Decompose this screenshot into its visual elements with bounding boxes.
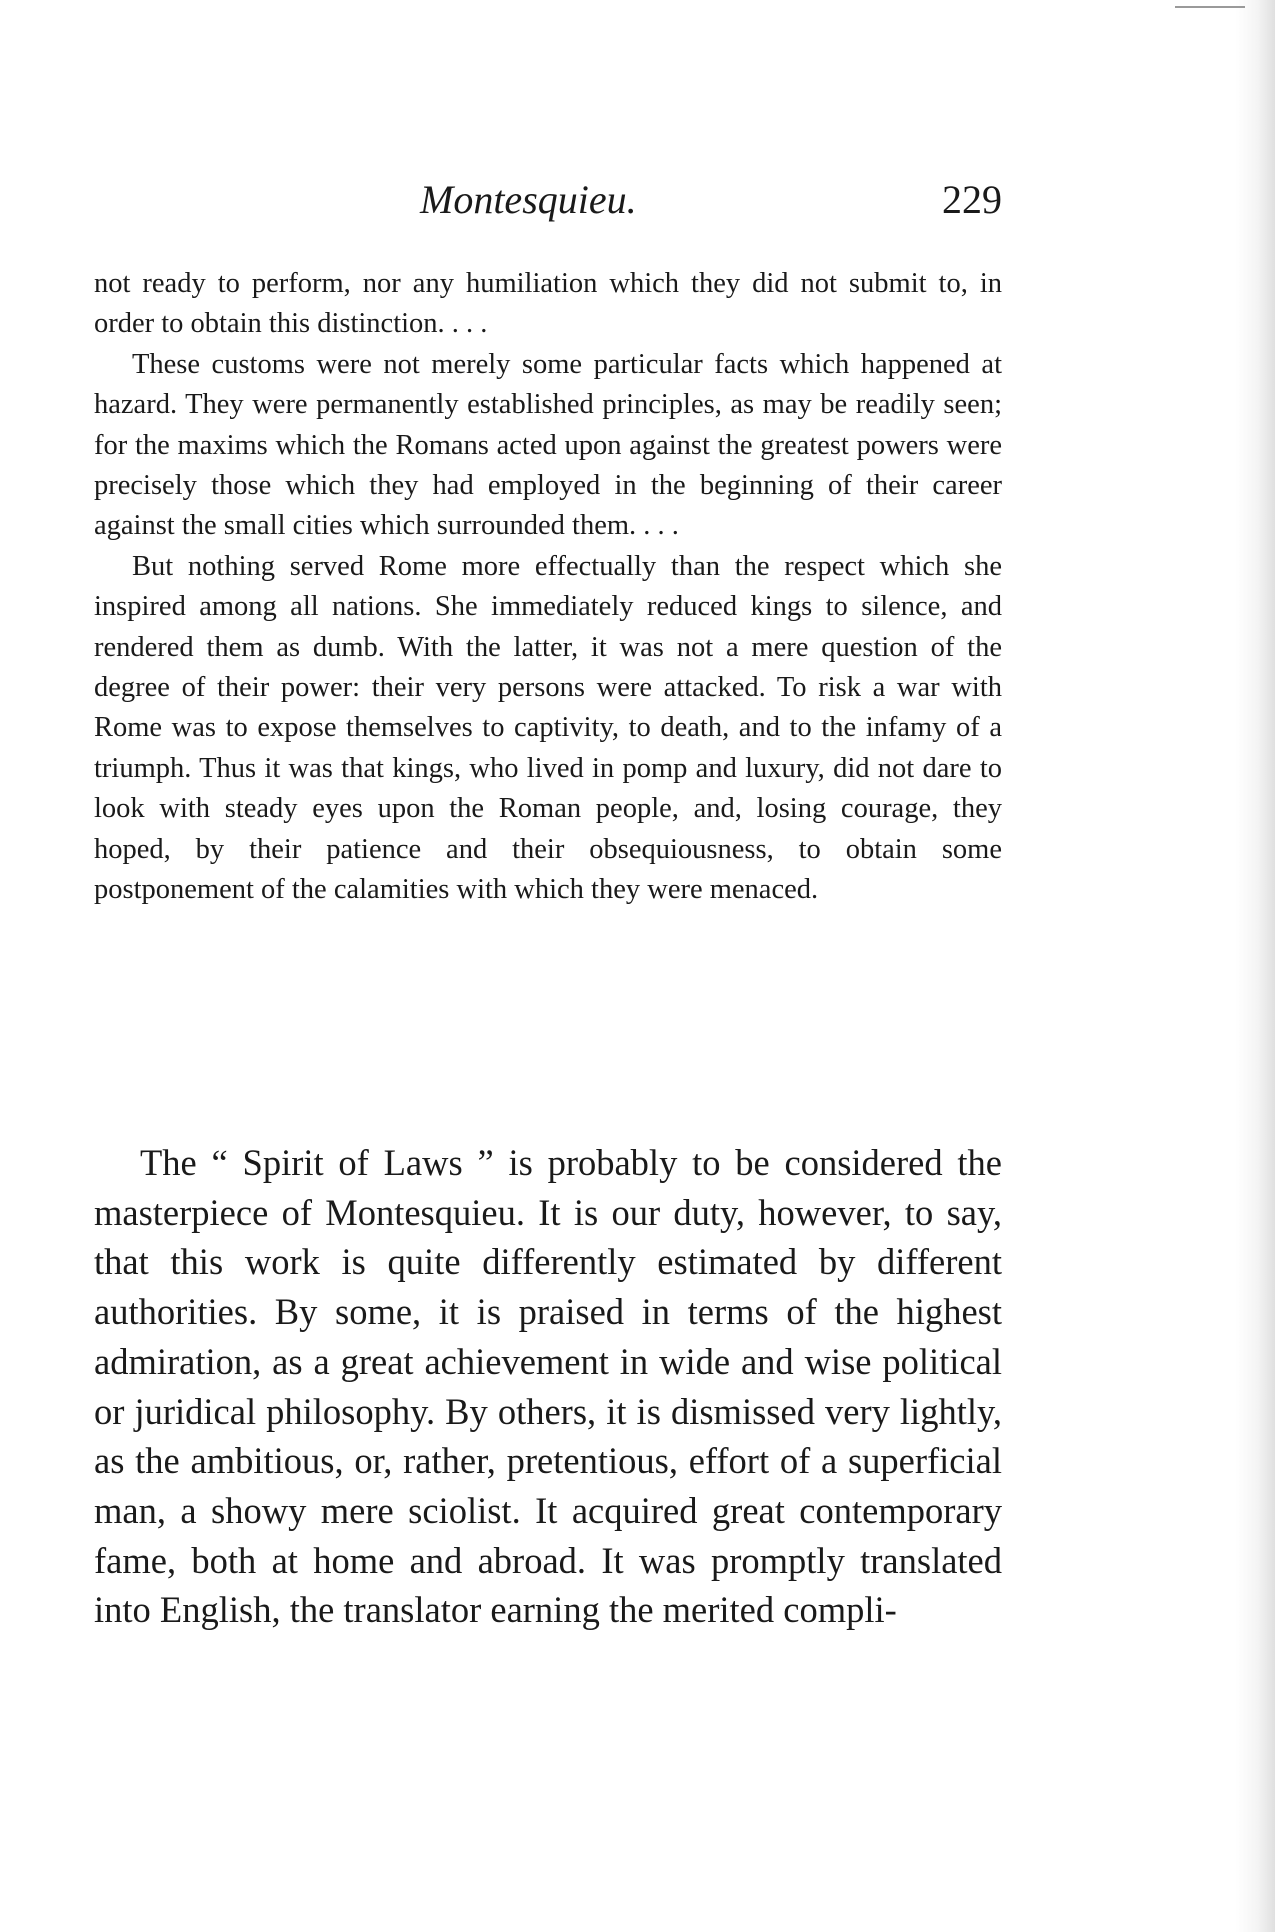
page-number: 229 <box>942 177 1002 222</box>
page-edge-shadow <box>1235 0 1275 1932</box>
running-title: Montesquieu. <box>420 177 637 222</box>
quote-paragraph-1: not ready to perform, nor any humiliation which they did not submit to, in order to obtain this distinction. . . . <box>94 268 1002 340</box>
quote-paragraph-3: But nothing served Rome more effectually than the respect which she inspired among all nations. She immediately reduced kings to silence, and rendered them as dumb. With the latter, it was not a mere question of the degree of their power: their very persons were attacked. To risk a war with Rome was to expose themselves to captivity, to death, and to the infamy of a triumph. Thus it was that kings, who lived in pomp and luxury, did not dare to look with steady eyes upon the Roman people, and, losing courage, they hoped, by their patience and their obsequiousness, to obtain some postponement of the calamities with which they were menaced. <box>94 550 1002 906</box>
quoted-excerpt <box>94 264 1002 911</box>
page-header <box>94 175 1002 225</box>
body-paragraph: The “ Spirit of Laws ” is probably to be considered the masterpiece of Montesquieu. It is our duty, however, to say, that this work is quite differently estimated by different authorities. By some, it is praised in terms of the highest admiration, as a great achievement in wide and wise political or juridical philosophy. By others, it is dismissed very lightly, as the ambitious, or, rather, pretentious, effort of a superficial man, a showy mere sciolist. It acquired great contemporary fame, both at home and abroad. It was promptly translated into English, the translator earning the merited compli- <box>94 1142 1002 1631</box>
main-text <box>94 1138 1002 1635</box>
quote-paragraph-2: These customs were not merely some particular facts which happened at hazard. They were permanently established principles, as may be readily seen; for the maxims which the Romans acted upon against the greatest powers were precisely those which they had employed in the beginning of their career against the small cities which surrounded them. . . . <box>94 348 1002 542</box>
